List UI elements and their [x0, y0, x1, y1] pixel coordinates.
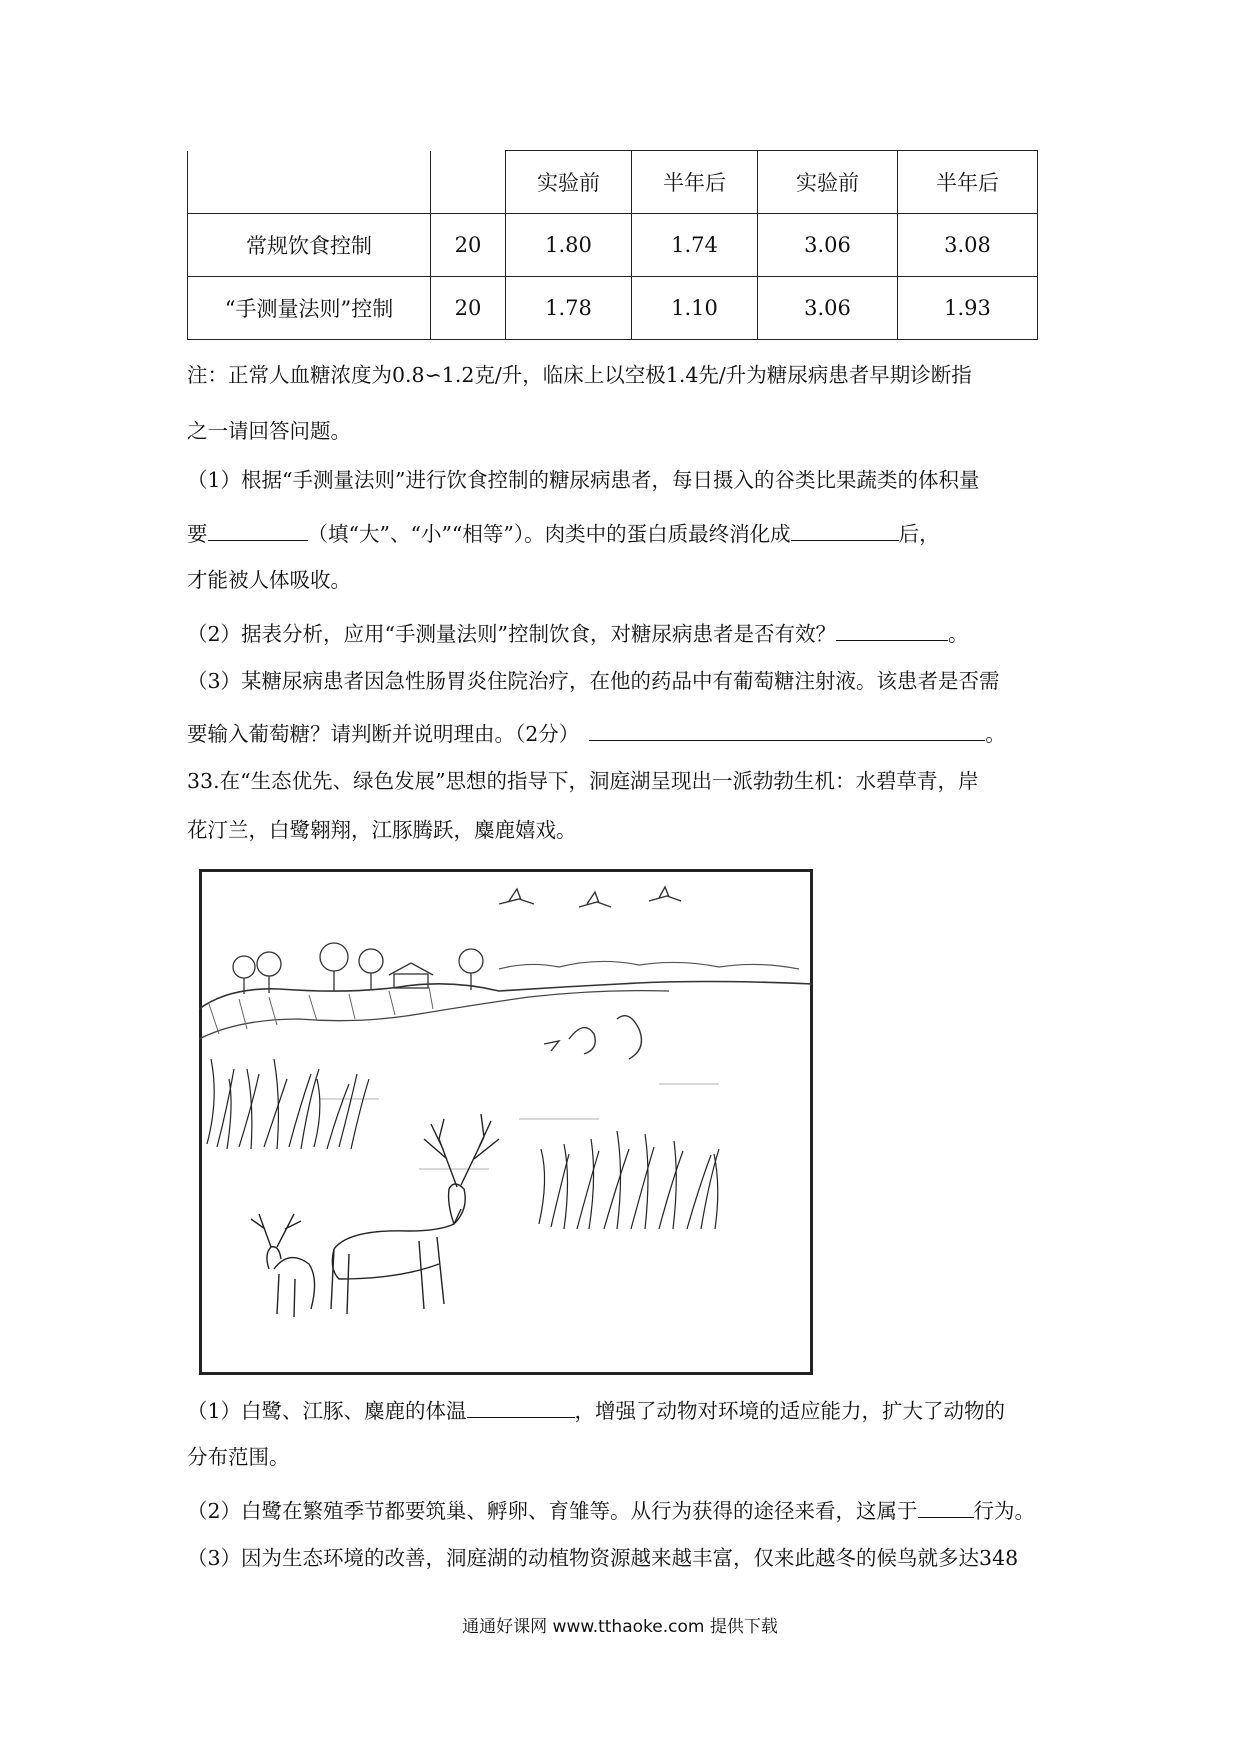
table-cell: 半年后 [898, 151, 1038, 214]
lake-scene-illustration [199, 869, 813, 1375]
page-footer: 通通好课网 www.tthaoke.com 提供下载 [462, 1617, 778, 1637]
q33-part1-line1 [187, 1393, 1005, 1426]
answer-blank[interactable] [589, 716, 985, 741]
table-cell: 3.08 [898, 214, 1038, 277]
table-cell: 1.10 [632, 277, 758, 340]
table-row [188, 277, 1038, 340]
note-line-1: 注：正常人血糖浓度为0.8∽1.2克/升，临床上以空极1.4先/升为糖尿病患者早期诊断指 [187, 363, 972, 387]
answer-blank[interactable] [791, 516, 899, 541]
q32-part1-line2 [187, 516, 940, 549]
table-cell: “手测量法则”控制 [188, 277, 431, 340]
table-cell: 20 [431, 214, 506, 277]
q32-part1-line3: 才能被人体吸收。 [187, 568, 351, 592]
q32-part3-line1: （3）某糖尿病患者因急性肠胃炎住院治疗，在他的药品中有葡萄糖注射液。该患者是否需 [187, 669, 1000, 693]
table-row [188, 214, 1038, 277]
table-cell: 1.93 [898, 277, 1038, 340]
table-cell: 实验前 [758, 151, 898, 214]
q33-text: （2）白鹭在繁殖季节都要筑巢、孵卵、育雏等。从行为获得的途径来看，这属于 [187, 1499, 918, 1523]
answer-blank[interactable] [836, 616, 948, 641]
q33-part1-line2: 分布范围。 [187, 1445, 290, 1469]
table-cell: 常规饮食控制 [188, 214, 431, 277]
q32-part1-line1: （1）根据“手测量法则”进行饮食控制的糖尿病患者，每日摄入的谷类比果蔬类的体积量 [187, 468, 980, 492]
q32-text: 要输入葡萄糖？请判断并说明理由。（2分） [187, 722, 580, 746]
table-cell: 1.80 [506, 214, 632, 277]
q33-text: （1）白鹭、江豚、麋鹿的体温 [187, 1399, 467, 1423]
table-header-row [188, 151, 1038, 214]
table-cell: 实验前 [506, 151, 632, 214]
q33-part3-line: （3）因为生态环境的改善，洞庭湖的动植物资源越来越丰富，仅来此越冬的候鸟就多达348 [187, 1546, 1019, 1570]
table-cell: 1.78 [506, 277, 632, 340]
q32-text: 要 [187, 522, 208, 546]
table-cell: 3.06 [758, 214, 898, 277]
q33-text: 行为。 [973, 1499, 1036, 1523]
table-cell: 3.06 [758, 277, 898, 340]
q32-part2-line [187, 616, 969, 649]
q32-text: 。 [948, 622, 969, 646]
table-cell: 20 [431, 277, 506, 340]
q33-intro-line1: 33.在“生态优先、绿色发展”思想的指导下，洞庭湖呈现出一派勃勃生机：水碧草青，岸 [187, 769, 979, 793]
note-line-2: 之一请回答问题。 [187, 419, 351, 443]
q32-text: 。 [985, 722, 1006, 746]
data-table [187, 150, 1038, 340]
q33-part2-line [187, 1493, 1035, 1526]
q32-text: （填“大”、“小”“相等”）。肉类中的蛋白质最终消化成 [307, 522, 791, 546]
q33-text: ，增强了动物对环境的适应能力，扩大了动物的 [574, 1399, 1006, 1423]
answer-blank[interactable] [467, 1393, 575, 1418]
q32-text: 后， [898, 522, 940, 546]
table-cell: 1.74 [632, 214, 758, 277]
q32-part3-line2 [187, 716, 1006, 749]
table-cell [431, 151, 506, 214]
answer-blank[interactable] [208, 516, 308, 541]
table-cell: 半年后 [632, 151, 758, 214]
answer-blank[interactable] [918, 1493, 974, 1518]
q32-text: （2）据表分析，应用“手测量法则”控制饮食，对糖尿病患者是否有效？ [187, 622, 837, 646]
table-cell [188, 151, 431, 214]
q33-intro-line2: 花汀兰，白鹭翱翔，江豚腾跃，麋鹿嬉戏。 [187, 818, 577, 842]
